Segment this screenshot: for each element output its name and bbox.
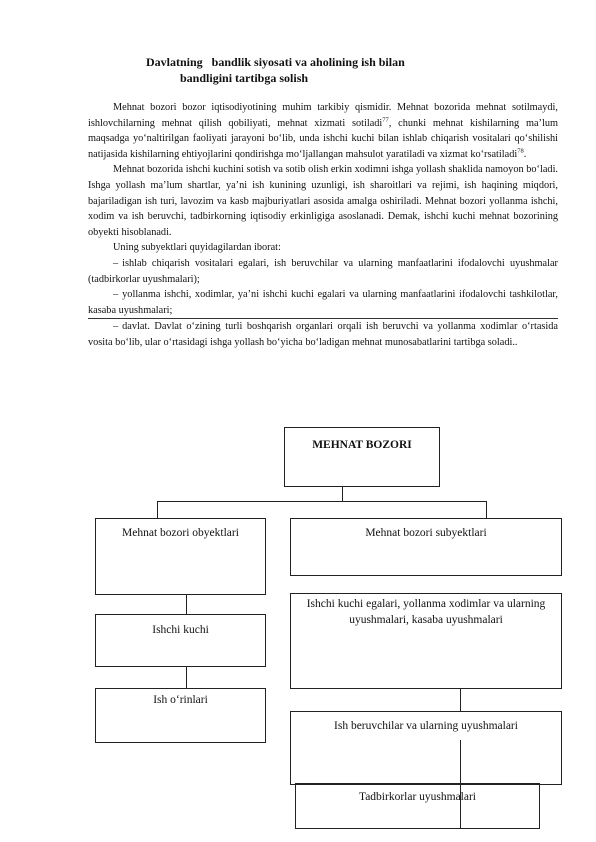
jobs-box: Ish o‘rinlari [95,688,266,743]
footnote-ref-77: 77 [382,116,389,124]
paragraph-1-end: . [523,148,527,160]
entrepreneurs-box: Tadbirkorlar uyushmalari [295,783,540,829]
dash-item-1-text: ishlab chiqarish vositalari egalari, ish beruvchilar va ularning manfaatlarini ifodalovchi uyushmalar (tadbirkorlar uyushmalari); [88,257,558,285]
connector-right-down [486,501,487,518]
workforce-owners-box: Ishchi kuchi egalari, yollanma xodimlar va ularning uyushmalari, kasaba uyushmalari [290,593,562,689]
employers-box: Ish beruvchilar va ularning uyushmalari [290,711,562,785]
dash-item-2 [88,287,558,318]
connector-objects-down [186,595,187,614]
paragraph-2: Mehnat bozorida ishchi kuchini sotish va sotib olish erkin xodimni ishga yollash shaklida namoyon bo‘ladi. Ishga yollash ma’lum shartlar, ya’ni ish kunining uzunligi, ish sharoitlari va rejimi, ish haqining miqdori, bajariladigan ish turi, lavozim va kasb majburiyatlari asosida amalga oshiriladi. Mehnat bozori yollanma ishchi, xodim va ish beruvchi, tadbirkorning iqtisodiy erkinligiga asoslanadi. Demak, ishchi kuchi mehnat bozorining obyekti hisoblanadi. [88,164,558,238]
subjects-header-box: Mehnat bozori subyektlari [290,518,562,576]
labor-force-box: Ishchi kuchi [95,614,266,667]
connector-labor-down [186,667,187,688]
objects-header-box: Mehnat bozori obyektlari [95,518,266,595]
dash-item-3 [88,318,558,350]
paragraph-1-text: Mehnat bozori bozor iqtisodiyotining muhim tarkibiy qismidir. Mehnat bozorida mehnat sotilmaydi, ishlovchilarning mehnat qilish qobiliyati, mehnat xizmati sotiladi [88,102,558,129]
dash-mark: – [113,257,119,269]
connector-owners-down [460,689,461,711]
paragraph-3: Uning subyektlari quyidagilardan iborat: [113,242,281,254]
dash-item-3-text: davlat. Davlat o‘zining turli boshqarish organlari orqali ish beruvchi va yollanma xodimlar o‘rtasida vosita bo‘lib, ular o‘rtasidagi ishga yollash bo‘yicha bo‘ladigan mehnat munosabatlarini tartibga soladi.. [88,321,558,348]
connector-left-down [157,501,158,518]
connector-horizontal [157,501,486,502]
paragraph-1 [88,100,558,162]
heading-line-2: bandligini tartibga solish [180,71,309,85]
dash-item-1 [88,256,558,287]
body-text [88,100,558,351]
dash-item-2-text: yollanma ishchi, xodimlar, ya’ni ishchi kuchi egalari va ularning manfaatlarini ifodalovchi tashkilotlar, kasaba uyushmalari; [88,289,558,316]
diagram-root-box: MEHNAT BOZORI [284,427,440,487]
footnote-ref-78: 78 [517,147,524,155]
paragraph-1-text-cont: , chunki mehnat kishilarning ma’lum maqsadga yo‘naltirilgan faoliyati jarayoni bo‘lib, unda ishchi kuchi bilan ishlab chiqarish vositalari qo‘shilishi natijasida kishilarning ehtiyojlarini qondirishga mo‘ljallangan mahsulot yaratiladi va xizmat ko‘rsatiladi [88,117,558,160]
connector-root-down [342,487,343,502]
dash-mark: – [113,321,119,333]
dash-mark: – [113,289,119,301]
heading-line-1: Davlatning bandlik siyosati va aholining ish bilan [146,55,405,69]
